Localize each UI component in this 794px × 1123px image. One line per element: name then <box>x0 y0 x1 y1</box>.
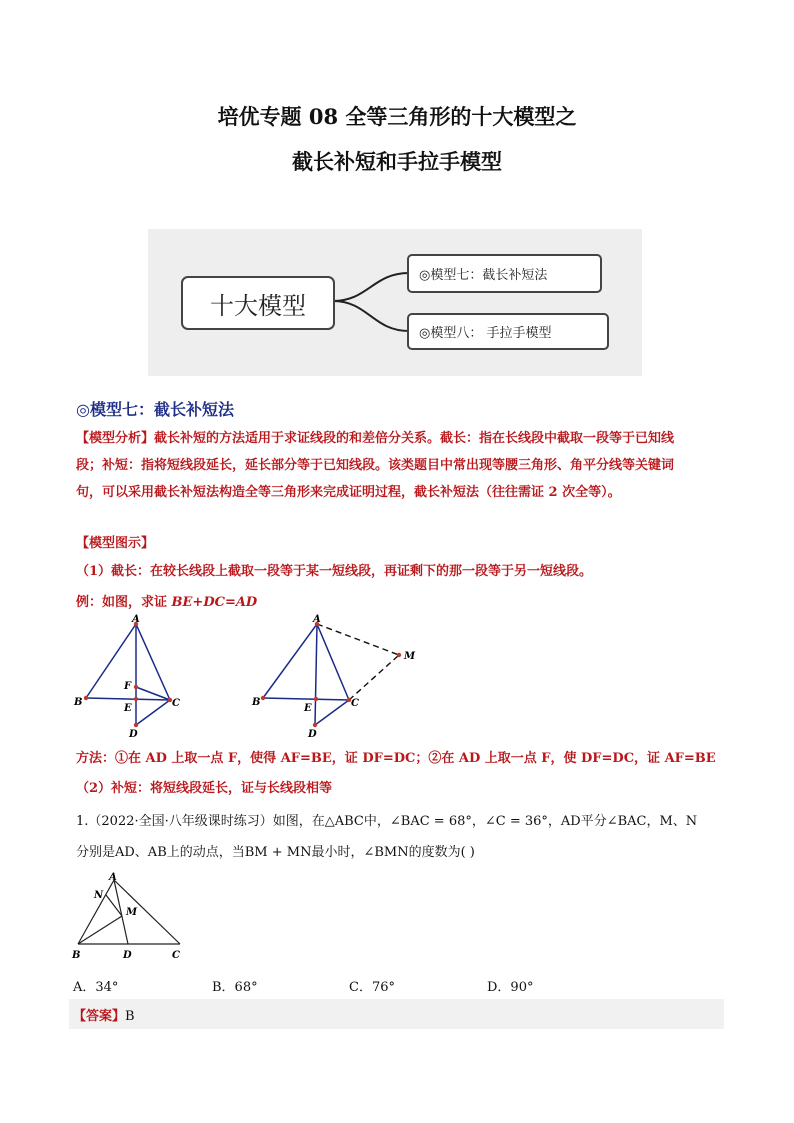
analysis-line3: 句，可以采用截长补短法构造全等三角形来完成证明过程，截长补短法（往往需证 2 次全等）。 <box>76 485 621 500</box>
add-short-text: （2）补短：将短线段延长，证与长线段相等 <box>76 781 333 796</box>
example-line <box>76 591 257 610</box>
example-prefix: 例：如图，求证 <box>76 595 172 610</box>
fig3-label-n: N <box>94 890 104 901</box>
analysis-line2: 段；补短：指将短线段延长，延长部分等于已知线段。该类题目中常出现等腰三角形、角平分线等关键词 <box>76 458 675 473</box>
figure-question <box>66 868 191 966</box>
figure-label: 【模型图示】 <box>76 536 155 551</box>
answer-value: B <box>125 1009 135 1024</box>
example-equation: BE+DC=AD <box>171 595 258 610</box>
fig1-label-a: A <box>132 614 140 625</box>
fig2-label-a: A <box>313 614 321 625</box>
fig2-label-e: E <box>304 703 312 714</box>
figure-extend-short <box>245 612 425 740</box>
question-line2: 分别是AD、AB上的动点，当BM + MN最小时，∠BMN的度数为( ) <box>76 845 475 860</box>
cut-long-text: （1）截长：在较长线段上截取一段等于某一短线段，再证剩下的那一段等于另一短线段。 <box>76 564 593 579</box>
fig1-label-f: F <box>124 681 132 692</box>
fig3-label-d: D <box>123 950 132 961</box>
fig2-label-c: C <box>351 698 359 709</box>
mindmap-central-node: 十大模型 <box>181 276 335 330</box>
option-c: C．76° <box>349 980 395 995</box>
mindmap <box>148 229 642 376</box>
mindmap-branch-model7: ◎模型七：截长补短法 <box>407 254 602 293</box>
mindmap-branch-model8: ◎模型八： 手拉手模型 <box>407 313 609 350</box>
fig1-label-d: D <box>129 729 138 740</box>
analysis-line1: 截长补短的方法适用于求证线段的和差倍分关系。截长：指在长线段中截取一段等于已知线 <box>154 431 675 446</box>
analysis-label: 【模型分析】 <box>76 431 155 446</box>
page-title: 培优专题 08 全等三角形的十大模型之 <box>217 104 577 129</box>
answer-label: 【答案】 <box>73 1009 126 1024</box>
answer-bar <box>69 999 724 1029</box>
fig1-label-c: C <box>172 698 180 709</box>
section-heading: ◎模型七：截长补短法 <box>76 400 234 419</box>
fig3-label-a: A <box>109 872 117 883</box>
analysis-paragraph <box>76 425 726 506</box>
method-text: 方法：①在 AD 上取一点 F，使得 AF=BE，证 DF=DC；②在 AD 上取一点 F，使 DF=DC，证 AF=BE <box>76 751 716 766</box>
figure-cut-long <box>66 612 196 740</box>
question-line1: 1.（2022·全国·八年级课时练习）如图，在△ABC中，∠BAC = 68°，∠C = 36°，AD平分∠BAC，M、N <box>76 814 698 829</box>
option-b: B．68° <box>212 980 258 995</box>
fig3-label-m: M <box>126 907 138 918</box>
fig2-label-d: D <box>308 729 317 740</box>
page-subtitle: 截长补短和手拉手模型 <box>292 149 502 174</box>
fig1-label-b: B <box>74 697 83 708</box>
fig3-label-b: B <box>72 950 81 961</box>
fig1-label-e: E <box>124 703 132 714</box>
fig2-label-m: M <box>404 651 416 662</box>
option-d: D．90° <box>487 980 534 995</box>
fig2-label-b: B <box>252 697 261 708</box>
fig3-label-c: C <box>172 950 180 961</box>
option-a: A．34° <box>73 980 119 995</box>
